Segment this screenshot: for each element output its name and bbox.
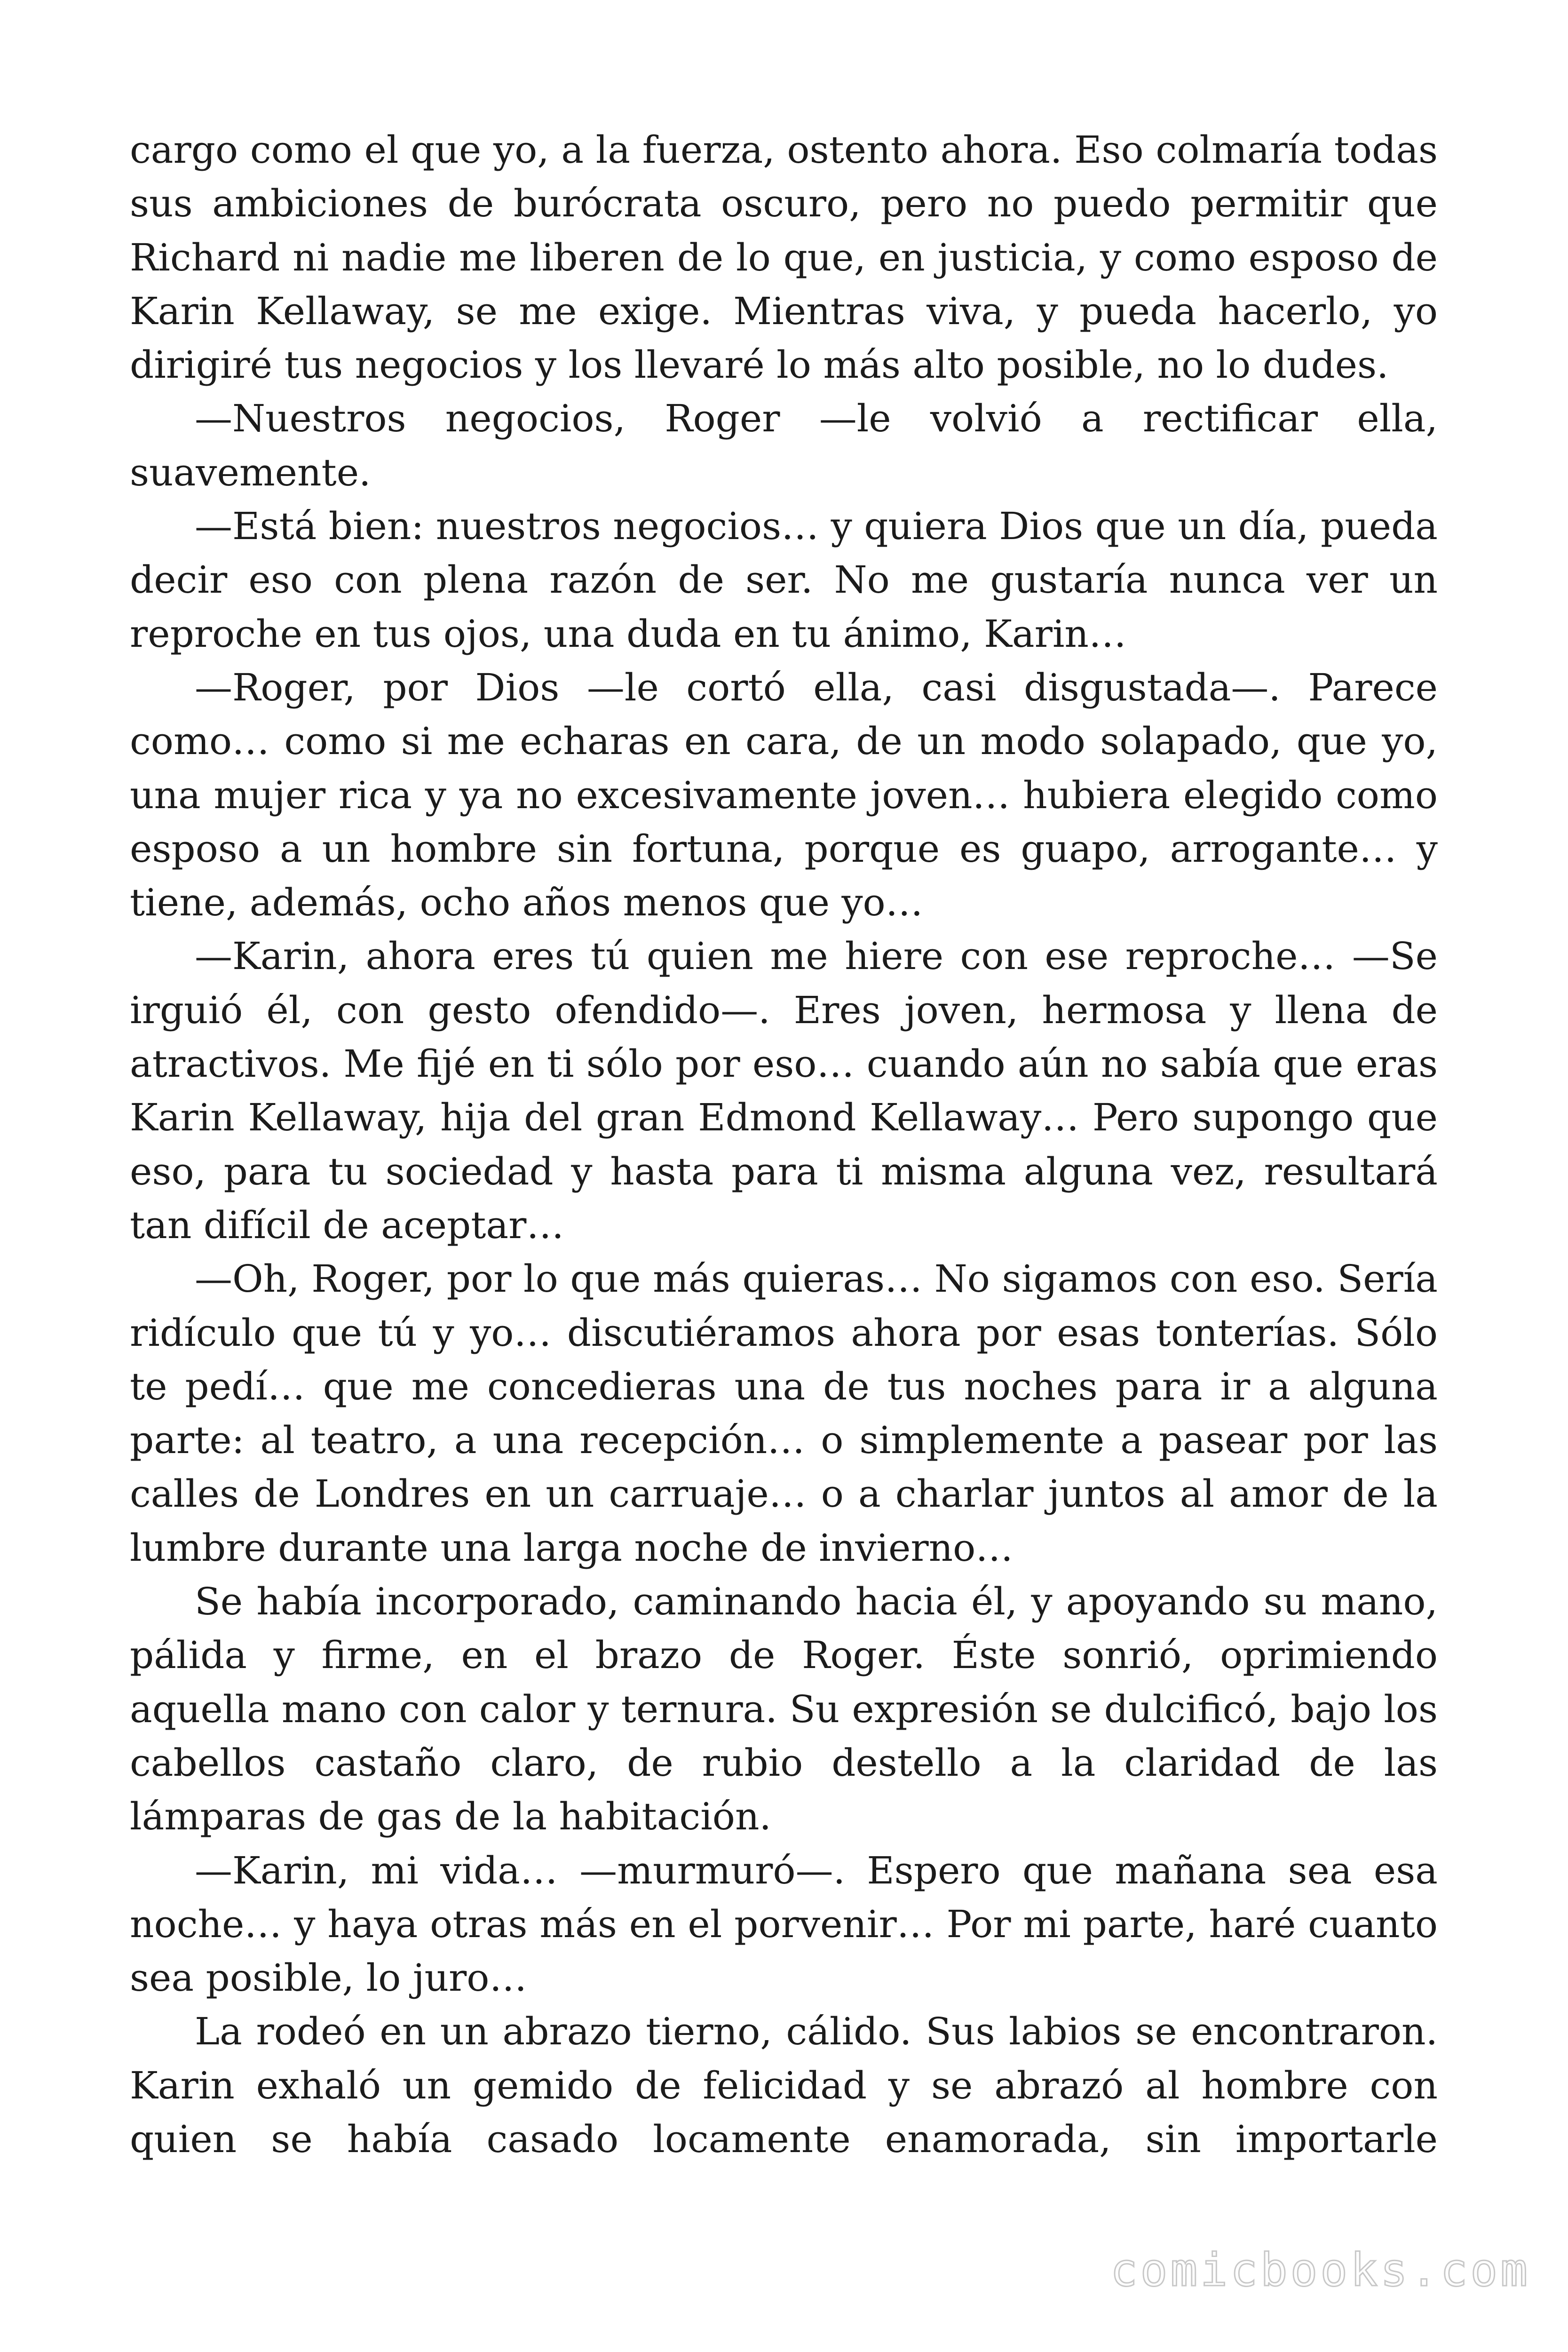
paragraph: —Nuestros negocios, Roger —le volvió a rectificar ella, suavemente.	[130, 397, 1438, 494]
paragraph: —Roger, por Dios —le cortó ella, casi disgustada—. Parece como… como si me echaras en cara, de un modo solapado, que yo, una mujer rica y ya no excesivamente joven… hubiera elegido como esposo a un hombre sin fortuna, porque es guapo, arrogante… y tiene, además, ocho años menos que yo…	[130, 665, 1438, 925]
paragraph: —Karin, ahora eres tú quien me hiere con ese reproche… —Se irguió él, con gesto ofendido—. Eres joven, hermosa y llena de atractivos. Me fijé en ti sólo por eso… cuando aún no sabía que eras Karin Kellaway, hija del gran Edmond Kellaway… Pero supongo que eso, para tu sociedad y hasta para ti misma alguna vez, resultará tan difícil de aceptar…	[130, 934, 1438, 1247]
body-text	[130, 123, 1438, 2166]
paragraph: Se había incorporado, caminando hacia él, y apoyando su mano, pálida y firme, en el brazo de Roger. Éste sonrió, oprimiendo aquella mano con calor y ternura. Su expresión se dulcificó, bajo los cabellos castaño claro, de rubio destello a la claridad de las lámparas de gas de la habitación.	[130, 1580, 1438, 1839]
paragraph: —Oh, Roger, por lo que más quieras… No sigamos con eso. Sería ridículo que tú y yo… discutiéramos ahora por esas tonterías. Sólo te pedí… que me concedieras una de tus noches para ir a alguna parte: al teatro, a una recepción… o simplemente a pasear por las calles de Londres en un carruaje… o a charlar juntos al amor de la lumbre durante una larga noche de invierno…	[130, 1257, 1438, 1570]
paragraph: cargo como el que yo, a la fuerza, ostento ahora. Eso colmaría todas sus ambiciones de burócrata oscuro, pero no puedo permitir que Richard ni nadie me liberen de lo que, en justicia, y como esposo de Karin Kellaway, se me exige. Mientras viva, y pueda hacerlo, yo dirigiré tus negocios y los llevaré lo más alto posible, no lo dudes.	[130, 128, 1438, 387]
paragraph: —Karin, mi vida… —murmuró—. Espero que mañana sea esa noche… y haya otras más en el porvenir… Por mi parte, haré cuanto sea posible, lo juro…	[130, 1848, 1438, 2000]
watermark: comicbooks.com	[1110, 2244, 1530, 2296]
paragraph: La rodeó en un abrazo tierno, cálido. Sus labios se encontraron. Karin exhaló un gemido de felicidad y se abrazó al hombre con quien se había casado locamente enamorada, sin importarle	[130, 2010, 1438, 2161]
paragraph: —Está bien: nuestros negocios… y quiera Dios que un día, pueda decir eso con plena razón de ser. No me gustaría nunca ver un reproche en tus ojos, una duda en tu ánimo, Karin…	[130, 504, 1438, 656]
